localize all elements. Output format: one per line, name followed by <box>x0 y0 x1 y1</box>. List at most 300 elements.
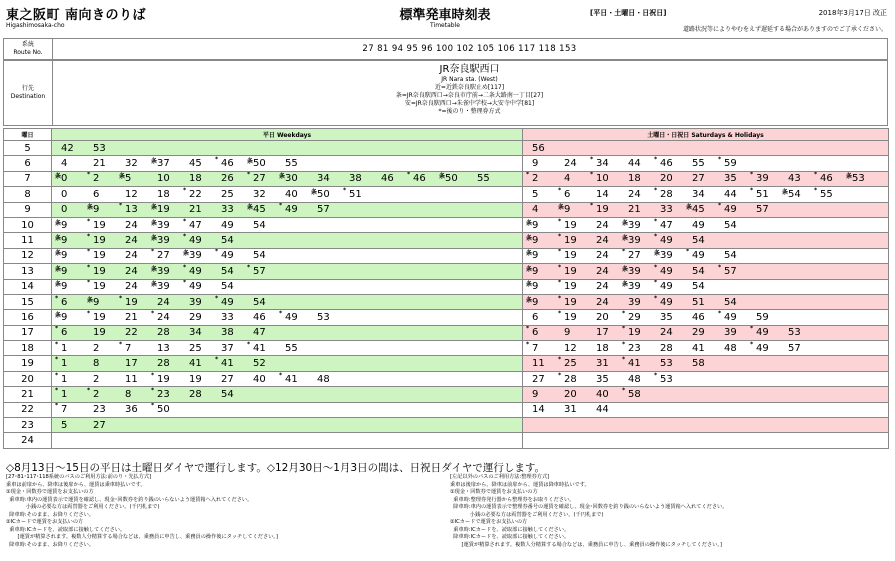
departure-mark: * <box>654 294 658 302</box>
minute-value: 0 <box>61 204 68 216</box>
departure-mark: * <box>718 263 722 271</box>
departure-mark: * <box>558 248 562 256</box>
departure-minute <box>653 173 685 184</box>
departure-mark: 条 <box>526 250 533 258</box>
departure-mark: * <box>622 356 626 364</box>
departure-mark: 条 <box>439 173 446 181</box>
departure-minute <box>525 158 557 169</box>
minute-value: 9 <box>532 250 539 262</box>
departure-mark: * <box>718 202 722 210</box>
departure-minute <box>557 343 589 354</box>
minute-value: 54 <box>221 281 234 293</box>
destination-line: 条=JR奈良駅西口→奈良市庁前→二条大路南一丁目[27] <box>395 91 544 99</box>
departure-mark: 条 <box>654 250 661 258</box>
departure-minute <box>717 158 749 169</box>
minute-value: 2 <box>93 173 100 185</box>
hour-cell: 12 <box>4 248 52 263</box>
departure-minute <box>246 250 278 261</box>
minute-value: 33 <box>221 204 234 216</box>
minute-value: 49 <box>724 204 737 216</box>
minute-value: 7 <box>532 342 539 354</box>
minute-value: 49 <box>692 250 705 262</box>
minute-value: 19 <box>564 311 577 323</box>
departure-mark: * <box>526 171 530 179</box>
timetable-row <box>4 264 889 279</box>
departure-mark: 条 <box>247 158 254 166</box>
departure-minute <box>717 220 749 231</box>
weekday-minutes-cell <box>52 156 523 171</box>
weekday-column-header: 平日 Weekdays <box>52 129 523 141</box>
minute-value: 41 <box>221 358 234 370</box>
departure-minute <box>182 186 214 200</box>
departure-mark: * <box>87 263 91 271</box>
departure-minute <box>749 186 781 200</box>
minute-value: 39 <box>189 250 202 262</box>
minute-value: 24 <box>596 281 609 293</box>
hour-cell: 7 <box>4 171 52 186</box>
departure-minute <box>621 220 653 231</box>
departure-minute <box>86 386 118 400</box>
departure-minute <box>621 327 653 338</box>
minute-value: 25 <box>189 342 202 354</box>
departure-minute <box>214 312 246 323</box>
departure-mark: * <box>183 217 187 225</box>
minute-value: 49 <box>660 296 673 308</box>
departure-mark: * <box>279 202 283 210</box>
departure-minute <box>557 358 589 369</box>
departure-minute <box>717 173 749 184</box>
timetable-row <box>4 156 889 171</box>
minute-value: 54 <box>724 250 737 262</box>
minute-value: 54 <box>724 296 737 308</box>
minute-value: 55 <box>820 188 833 200</box>
departure-mark: * <box>151 402 155 410</box>
minute-value: 48 <box>628 373 641 385</box>
minute-value: 24 <box>596 265 609 277</box>
departure-minute <box>685 343 717 354</box>
minute-value: 9 <box>61 265 68 277</box>
minute-value: 19 <box>93 235 106 247</box>
minute-value: 49 <box>660 265 673 277</box>
departure-mark: * <box>119 202 123 210</box>
minute-value: 1 <box>61 358 68 370</box>
departure-minute <box>54 386 86 400</box>
route-numbers: 27 81 94 95 96 100 102 105 106 117 118 153 <box>362 44 577 54</box>
minute-value: 53 <box>852 173 865 185</box>
departure-mark: * <box>558 217 562 225</box>
minute-value: 51 <box>349 188 362 200</box>
fare-notes-right: [左記以外のバスのご利用方法:整理券方式] 乗車は後扉から、降車は前扉から、運賃は降車時払いです。 ①現金・回数券で運賃をお支払いの方 乗車時:整理券発行器から整理券をお取りください。 降車時:車内の運賃表示で整理券番号の運賃を確認し、現金･回数券を釣り銭のいらないよう運賃箱へ入れてください。 小銭の必要な方は両替器をご利用ください。(千円札まで) ②ICカードで運賃をお支払いの方 乗車時:ICカードを、読取部に接触してください。 降車時:ICカードを、読取部に接触してください。 [運賃が精算されます。複数人分精算する場合などは、乗務員に申告し、乗務員の操作後にタッチしてください。] <box>450 474 728 548</box>
hour-cell: 19 <box>4 356 52 371</box>
minute-value: 49 <box>189 265 202 277</box>
departure-minute <box>621 204 653 215</box>
departure-mark: 条 <box>87 296 94 304</box>
minute-value: 19 <box>157 204 170 216</box>
departure-minute <box>557 204 589 215</box>
departure-minute <box>310 189 342 200</box>
minute-value: 24 <box>596 219 609 231</box>
departure-minute <box>310 204 342 215</box>
minute-value: 49 <box>221 296 234 308</box>
departure-mark: * <box>279 371 283 379</box>
weekday-minutes-cell <box>52 294 523 309</box>
hour-cell: 14 <box>4 279 52 294</box>
departure-mark: * <box>215 356 219 364</box>
departure-minute <box>54 312 86 323</box>
minute-value: 23 <box>628 342 641 354</box>
minute-value: 31 <box>596 358 609 370</box>
departure-mark: * <box>622 325 626 333</box>
departure-minute <box>54 158 86 169</box>
hour-cell: 23 <box>4 418 52 433</box>
departure-minute <box>214 327 246 338</box>
departure-mark: * <box>622 340 626 348</box>
timetable-row <box>4 217 889 232</box>
minute-value: 9 <box>564 204 571 216</box>
departure-minute <box>525 266 557 277</box>
minute-value: 11 <box>125 373 138 385</box>
minute-value: 43 <box>788 173 801 185</box>
minute-value: 12 <box>125 188 138 200</box>
departure-mark: 条 <box>311 188 318 196</box>
minute-value: 49 <box>189 281 202 293</box>
departure-minute <box>246 340 278 354</box>
departure-minute <box>717 309 749 323</box>
minute-value: 54 <box>692 235 705 247</box>
destination-row <box>3 60 888 126</box>
holiday-minutes-cell <box>523 202 889 217</box>
minute-value: 54 <box>253 219 266 231</box>
destination-label: 行先 <box>21 85 34 93</box>
minute-value: 38 <box>349 173 362 185</box>
departure-minute <box>182 374 214 385</box>
minute-value: 49 <box>221 250 234 262</box>
route-label: 系統 <box>21 41 34 49</box>
minute-value: 54 <box>221 235 234 247</box>
departure-minute <box>246 220 278 231</box>
minute-value: 29 <box>628 311 641 323</box>
minute-value: 22 <box>125 327 138 339</box>
minute-value: 24 <box>628 188 641 200</box>
departure-mark: * <box>590 202 594 210</box>
departure-minute <box>118 312 150 323</box>
minute-value: 6 <box>93 188 100 200</box>
timetable-row <box>4 433 889 448</box>
minute-value: 1 <box>61 373 68 385</box>
departure-mark: * <box>558 233 562 241</box>
departure-minute <box>685 281 717 292</box>
destination-line: 安=JR奈良駅西口→朱雀中学校→大安寺中学[81] <box>404 99 535 107</box>
minute-value: 32 <box>125 158 138 170</box>
departure-minute <box>653 358 685 369</box>
timetable-row <box>4 294 889 309</box>
departure-minute <box>86 404 118 415</box>
departure-minute <box>54 358 86 369</box>
departure-minute <box>150 371 182 385</box>
holiday-minutes-cell <box>523 141 889 156</box>
minute-value: 18 <box>596 342 609 354</box>
departure-minute <box>717 297 749 308</box>
departure-minute <box>685 312 717 323</box>
hour-cell: 22 <box>4 402 52 417</box>
minute-value: 35 <box>660 311 673 323</box>
departure-mark: * <box>247 171 251 179</box>
weekday-minutes-cell <box>52 325 523 340</box>
minute-value: 49 <box>724 311 737 323</box>
departure-minute <box>781 173 813 184</box>
departure-minute <box>54 420 86 431</box>
departure-mark: * <box>183 233 187 241</box>
weekday-minutes-cell <box>52 171 523 186</box>
departure-minute <box>182 312 214 323</box>
timetable-row <box>4 233 889 248</box>
holiday-minutes-cell <box>523 325 889 340</box>
departure-minute <box>717 327 749 338</box>
minute-value: 37 <box>221 342 234 354</box>
minute-value: 50 <box>157 404 170 416</box>
departure-minute <box>246 297 278 308</box>
minute-value: 40 <box>285 188 298 200</box>
holiday-minutes-cell <box>523 418 889 433</box>
minute-value: 8 <box>93 358 100 370</box>
departure-minute <box>717 189 749 200</box>
minute-value: 19 <box>564 219 577 231</box>
departure-mark: * <box>87 309 91 317</box>
departure-minute <box>374 173 406 184</box>
minute-value: 39 <box>189 296 202 308</box>
departure-mark: 条 <box>526 281 533 289</box>
departure-mark: 条 <box>622 281 629 289</box>
departure-minute <box>589 204 621 215</box>
minute-value: 35 <box>724 173 737 185</box>
minute-value: 41 <box>692 342 705 354</box>
minute-value: 54 <box>253 250 266 262</box>
departure-mark: * <box>814 186 818 194</box>
departure-minute <box>557 389 589 400</box>
departure-minute <box>589 189 621 200</box>
departure-mark: 条 <box>686 204 693 212</box>
departure-minute <box>246 312 278 323</box>
departure-mark: 条 <box>558 204 565 212</box>
minute-value: 19 <box>564 281 577 293</box>
departure-minute <box>589 220 621 231</box>
departure-minute <box>86 343 118 354</box>
departure-minute <box>781 189 813 200</box>
departure-minute <box>525 143 557 154</box>
destination-line: 近=近鉄奈良駅止め[117] <box>434 83 505 91</box>
departure-minute <box>525 340 557 354</box>
departure-mark: 条 <box>151 265 158 273</box>
departure-mark: 条 <box>55 265 62 273</box>
departure-minute <box>589 266 621 277</box>
departure-minute <box>182 343 214 354</box>
weekday-minutes-cell <box>52 187 523 202</box>
departure-minute <box>86 263 118 277</box>
minute-value: 2 <box>93 373 100 385</box>
minute-value: 27 <box>253 173 266 185</box>
departure-mark: * <box>750 340 754 348</box>
departure-mark: * <box>654 233 658 241</box>
departure-minute <box>749 327 781 338</box>
holiday-minutes-cell <box>523 371 889 386</box>
departure-mark: * <box>119 340 123 348</box>
departure-mark: * <box>55 371 59 379</box>
hour-column-header: 曜日 <box>4 129 52 141</box>
departure-mark: * <box>654 263 658 271</box>
minute-value: 59 <box>724 158 737 170</box>
departure-minute <box>589 404 621 415</box>
departure-minute <box>653 312 685 323</box>
minute-value: 10 <box>596 173 609 185</box>
minute-value: 9 <box>564 327 571 339</box>
timetable-row <box>4 171 889 186</box>
minute-value: 9 <box>61 219 68 231</box>
destination-line: *=後のり・整理券方式 <box>438 107 501 115</box>
departure-mark: * <box>55 402 59 410</box>
holiday-column-header: 土曜日・日祝日 Saturdays & Holidays <box>523 129 889 141</box>
departure-minute <box>86 420 118 431</box>
operation-notice: ◇8月13日～15日の平日は土曜日ダイヤで運行します。◇12月30日～1月3日の間は、日祝日ダイヤで運行します。 <box>6 462 546 474</box>
delay-note: 道路状況等によりやむをえず遅延する場合がありますのでご了承ください。 <box>682 26 887 33</box>
minute-value: 6 <box>532 311 539 323</box>
departure-minute <box>182 327 214 338</box>
minute-value: 42 <box>61 142 74 154</box>
departure-mark: * <box>654 371 658 379</box>
minute-value: 9 <box>532 235 539 247</box>
departure-mark: * <box>183 263 187 271</box>
departure-mark: 条 <box>151 235 158 243</box>
departure-minute <box>685 158 717 169</box>
departure-minute <box>278 343 310 354</box>
departure-mark: * <box>279 309 283 317</box>
hour-cell: 6 <box>4 156 52 171</box>
minute-value: 18 <box>628 173 641 185</box>
minute-value: 7 <box>125 342 132 354</box>
departure-minute <box>86 173 118 184</box>
hour-cell: 15 <box>4 294 52 309</box>
minute-value: 20 <box>660 173 673 185</box>
minute-value: 49 <box>692 219 705 231</box>
minute-value: 33 <box>660 204 673 216</box>
minute-value: 52 <box>253 358 266 370</box>
minute-value: 51 <box>692 296 705 308</box>
departure-mark: 条 <box>55 173 62 181</box>
departure-minute <box>246 327 278 338</box>
route-label-cell <box>4 39 53 59</box>
departure-minute <box>717 250 749 261</box>
minute-value: 9 <box>532 388 539 400</box>
minute-value: 55 <box>477 173 490 185</box>
minute-value: 2 <box>93 388 100 400</box>
minute-value: 39 <box>157 281 170 293</box>
minute-value: 28 <box>157 327 170 339</box>
departure-minute <box>557 263 589 277</box>
departure-minute <box>150 386 182 400</box>
minute-value: 30 <box>285 173 298 185</box>
minute-value: 2 <box>93 342 100 354</box>
departure-minute <box>182 358 214 369</box>
minute-value: 39 <box>628 235 641 247</box>
departure-minute <box>653 158 685 169</box>
timetable-row <box>4 387 889 402</box>
departure-mark: * <box>814 171 818 179</box>
minute-value: 49 <box>756 342 769 354</box>
departure-mark: * <box>215 248 219 256</box>
departure-minute <box>525 374 557 385</box>
departure-mark: * <box>247 263 251 271</box>
minute-value: 19 <box>157 373 170 385</box>
departure-mark: * <box>55 340 59 348</box>
minute-value: 46 <box>692 311 705 323</box>
departure-mark: * <box>654 217 658 225</box>
departure-minute <box>621 340 653 354</box>
departure-minute <box>278 371 310 385</box>
minute-value: 9 <box>61 281 68 293</box>
departure-mark: 条 <box>55 311 62 319</box>
hour-cell: 16 <box>4 310 52 325</box>
departure-minute <box>150 204 182 215</box>
departure-minute <box>54 327 86 338</box>
minute-value: 35 <box>596 373 609 385</box>
holiday-minutes-cell <box>523 279 889 294</box>
departure-mark: * <box>55 294 59 302</box>
minute-value: 19 <box>564 296 577 308</box>
departure-minute <box>54 250 86 261</box>
departure-minute <box>278 173 310 184</box>
weekday-minutes-cell <box>52 141 523 156</box>
holiday-minutes-cell <box>523 264 889 279</box>
minute-value: 23 <box>93 404 106 416</box>
minute-value: 44 <box>628 158 641 170</box>
minute-value: 53 <box>317 311 330 323</box>
minute-value: 57 <box>317 204 330 216</box>
departure-minute <box>246 358 278 369</box>
minute-value: 9 <box>532 265 539 277</box>
minute-value: 34 <box>189 327 202 339</box>
departure-mark: * <box>151 386 155 394</box>
departure-minute <box>557 371 589 385</box>
hour-cell: 18 <box>4 341 52 356</box>
departure-minute <box>182 217 214 231</box>
holiday-minutes-cell <box>523 187 889 202</box>
departure-mark: * <box>622 386 626 394</box>
minute-value: 44 <box>596 404 609 416</box>
minute-value: 17 <box>125 358 138 370</box>
departure-minute <box>86 189 118 200</box>
departure-minute <box>621 374 653 385</box>
departure-mark: 条 <box>247 204 254 212</box>
minute-value: 53 <box>93 142 106 154</box>
stop-name-en: Higashimosaka-cho <box>6 22 65 29</box>
departure-minute <box>525 281 557 292</box>
minute-value: 46 <box>221 158 234 170</box>
departure-mark: * <box>558 263 562 271</box>
minute-value: 41 <box>628 358 641 370</box>
minute-value: 40 <box>596 388 609 400</box>
departure-minute <box>214 281 246 292</box>
minute-value: 28 <box>660 342 673 354</box>
timetable-row <box>4 402 889 417</box>
minute-value: 28 <box>157 358 170 370</box>
minute-value: 26 <box>221 173 234 185</box>
departure-minute <box>557 186 589 200</box>
minute-value: 22 <box>189 188 202 200</box>
minute-value: 24 <box>660 327 673 339</box>
departure-minute <box>589 312 621 323</box>
departure-minute <box>406 173 438 184</box>
departure-minute <box>182 389 214 400</box>
minute-value: 49 <box>660 281 673 293</box>
